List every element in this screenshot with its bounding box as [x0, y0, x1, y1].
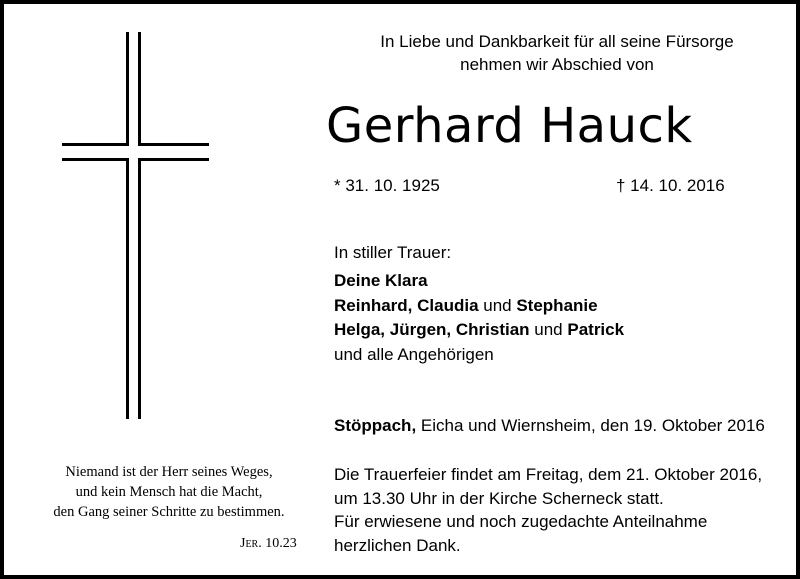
cross-vertical-line-right [138, 32, 141, 419]
place-name: Stöppach, [334, 416, 417, 435]
death-date: † 14. 10. 2016 [616, 176, 725, 195]
intro-line: nehmen wir Abschied von [460, 55, 654, 74]
mourners-list [334, 269, 624, 367]
verse-line: Niemand ist der Herr seines Weges, [65, 464, 273, 480]
mourner-names: Patrick [567, 320, 625, 339]
intro-text [334, 30, 780, 76]
mourning-intro: In stiller Trauer: [334, 243, 452, 262]
place-date-line [334, 416, 765, 436]
notice-line: Für erwiesene und noch zugedachte Anteilnahme [334, 512, 708, 531]
mourner-names: Stephanie [516, 295, 598, 315]
cross-gap-center [126, 146, 141, 158]
intro-line: In Liebe und Dankbarkeit für all seine Fürsorge [380, 32, 734, 51]
verse-line: und kein Mensch hat die Macht, [75, 484, 263, 500]
notice-line: Die Trauerfeier findet am Freitag, dem 21. Oktober 2016, [334, 465, 763, 484]
cross-vertical-line-left [126, 32, 129, 419]
verse-reference: Jer. 10.23 [240, 536, 297, 551]
mourner-line: Deine Klara [334, 271, 428, 290]
mourner-names: Helga, Jürgen, Christian [334, 320, 530, 339]
mourner-line [334, 318, 624, 343]
mourner-names: Reinhard, Claudia [334, 295, 479, 315]
bible-verse [30, 462, 308, 522]
funeral-notice [334, 463, 762, 557]
verse-line: den Gang seiner Schritte zu bestimmen. [53, 504, 285, 520]
place-rest: Eicha und Wiernsheim, den 19. Oktober 2016 [416, 416, 765, 435]
mourner-conjunction: und [478, 295, 517, 315]
birth-date: * 31. 10. 1925 [334, 176, 440, 195]
notice-line: um 13.30 Uhr in der Kirche Scherneck statt. [334, 488, 664, 508]
mourner-conjunction: und [529, 320, 568, 339]
mourner-line [334, 294, 624, 319]
notice-line: herzlichen Dank. [334, 535, 461, 555]
mourner-line: und alle Angehörigen [334, 344, 494, 364]
deceased-name: Gerhard Hauck [326, 98, 693, 154]
cross-gap-bottom [129, 158, 138, 161]
